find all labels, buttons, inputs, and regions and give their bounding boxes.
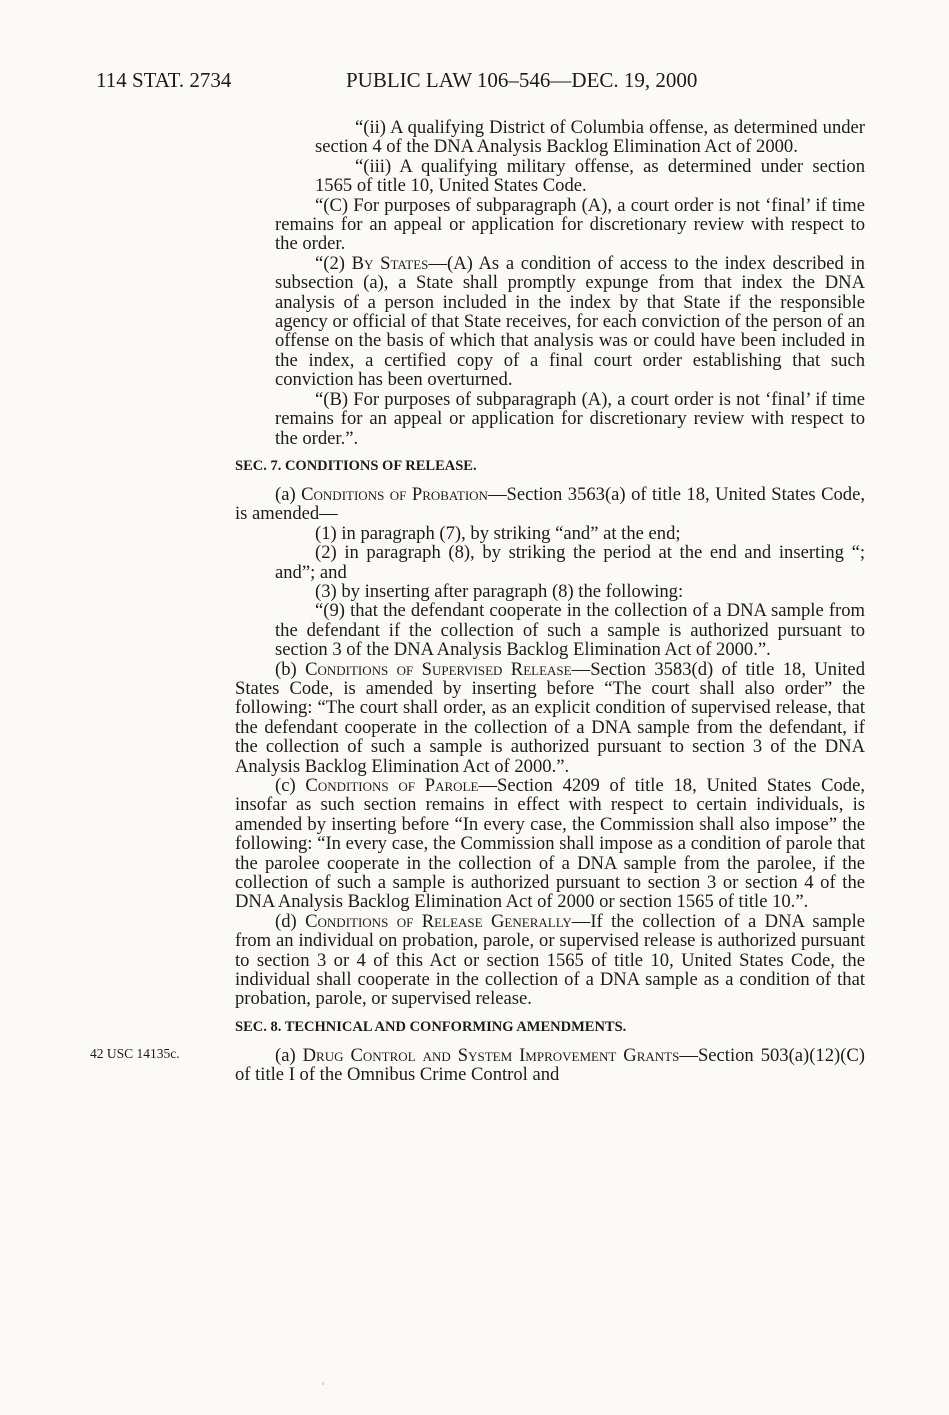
paragraph-2-text: —(A) As a condition of access to the index described in subsection (a), a State shall promptly expunge from that index the DNA analysis of a person included in the index by that State if the responsible agency or official of that State receives, for each conviction of the person of an offense on the basis of which that analysis was or could have been included in the index, a certified copy of a final court order establishing that such conviction has been overturned. <box>275 252 865 391</box>
sec7-subsection-c <box>235 776 865 912</box>
sec8-a-heading: Drug Control and System Improvement Grants <box>302 1044 680 1066</box>
sec7-a-text: —Section 3563(a) of title 18, United States Code, is amended— <box>235 483 866 525</box>
paragraph-ii: “(ii) A qualifying District of Columbia offense, as determined under section 4 of the DNA Analysis Backlog Elimination Act of 2000. <box>315 117 865 158</box>
sec7-b-text: —Section 3583(d) of title 18, United States Code, is amended by inserting before “The court shall also order” the following: “The court shall order, as an explicit condition of supervised release, that the defendant cooperate in the collection of a DNA sample from the defendant, if the collection of such a sample is authorized pursuant to section 3 of the DNA Analysis Backlog Elimination Act of 2000.”. <box>235 658 865 777</box>
sec7-a-prefix: (a) <box>275 483 302 505</box>
sec7-subsection-d <box>235 912 865 1009</box>
sec7-b-heading: Conditions of Supervised Release <box>305 658 572 680</box>
sec7-c-prefix: (c) <box>275 775 306 796</box>
sec8-a-text: —Section 503(a)(12)(C) of title I of the Omnibus Crime Control and <box>235 1044 865 1086</box>
sec7-a-heading: Conditions of Probation <box>301 483 488 505</box>
page-header <box>0 68 949 96</box>
sec7-subsection-b <box>235 660 865 776</box>
paragraph-c: “(C) For purposes of subparagraph (A), a court order is not ‘final’ if time remains for an appeal or application for discretionary review with respect to the order. <box>275 194 865 255</box>
sec7-a-item-2: (2) in paragraph (8), by striking the period at the end and inserting “; and”; and <box>275 542 865 583</box>
paragraph-b: “(B) For purposes of subparagraph (A), a court order is not ‘final’ if time remains for an appeal or application for discretionary review with respect to the order.”. <box>275 388 865 449</box>
paragraph-2-heading: By States <box>351 252 429 274</box>
section-7-heading: SEC. 7. CONDITIONS OF RELEASE. <box>235 457 477 474</box>
section-8-heading: SEC. 8. TECHNICAL AND CONFORMING AMENDMENTS. <box>235 1018 627 1035</box>
sec7-subsection-a <box>235 485 865 524</box>
margin-citation: 42 USC 14135c. <box>90 1046 180 1061</box>
sec7-d-text: —If the collection of a DNA sample from an individual on probation, parole, or supervised release is authorized pursuant to section 3 or 4 of this Act or section 1565 of title 10, United States Code, the individual shall cooperate in the collection of a DNA sample as a condition of that probation, parole, or supervised release. <box>235 910 866 1010</box>
statute-page-number: 114 STAT. 2734 <box>96 68 232 92</box>
document-body <box>235 118 865 1085</box>
public-law-title: PUBLIC LAW 106–546—DEC. 19, 2000 <box>346 68 698 92</box>
scan-speck <box>322 1382 324 1385</box>
sec7-d-prefix: (d) <box>275 910 306 932</box>
paragraph-iii: “(iii) A qualifying military offense, as determined under section 1565 of title 10, United States Code. <box>315 155 865 197</box>
sec7-d-heading: Conditions of Release Generally <box>305 910 572 932</box>
sec7-a-item-1: (1) in paragraph (7), by striking “and” at the end; <box>315 522 681 544</box>
sec7-a-item-9: “(9) that the defendant cooperate in the collection of a DNA sample from the defendant if the collection of such a sample is authorized pursuant to section 3 of the DNA Analysis Backlog Elimination Act of 2000.”. <box>275 600 865 661</box>
paragraph-2-by-states <box>235 254 865 390</box>
sec8-a-prefix: (a) <box>275 1044 303 1066</box>
sec7-c-heading: Conditions of Parole <box>305 775 479 796</box>
sec7-c-text: —Section 4209 of title 18, United States Code, insofar as such section remains in effect with respect to certain individuals, is amended by inserting before “In every case, the Commission shall also impose” the following: “In every case, the Commission shall impose as a condition of parole that the parolee cooperate in the collection of a DNA sample from the parolee, if the collection of such a sample is authorized pursuant to section 3 or section 4 of the DNA Analysis Backlog Elimination Act of 2000 or section 1565 of title 10.”. <box>235 775 865 913</box>
sec8-subsection-a <box>235 1046 865 1085</box>
sec7-a-item-3: (3) by inserting after paragraph (8) the following: <box>315 580 684 602</box>
sec7-b-prefix: (b) <box>275 658 306 680</box>
paragraph-2-prefix: “(2) <box>315 252 352 274</box>
